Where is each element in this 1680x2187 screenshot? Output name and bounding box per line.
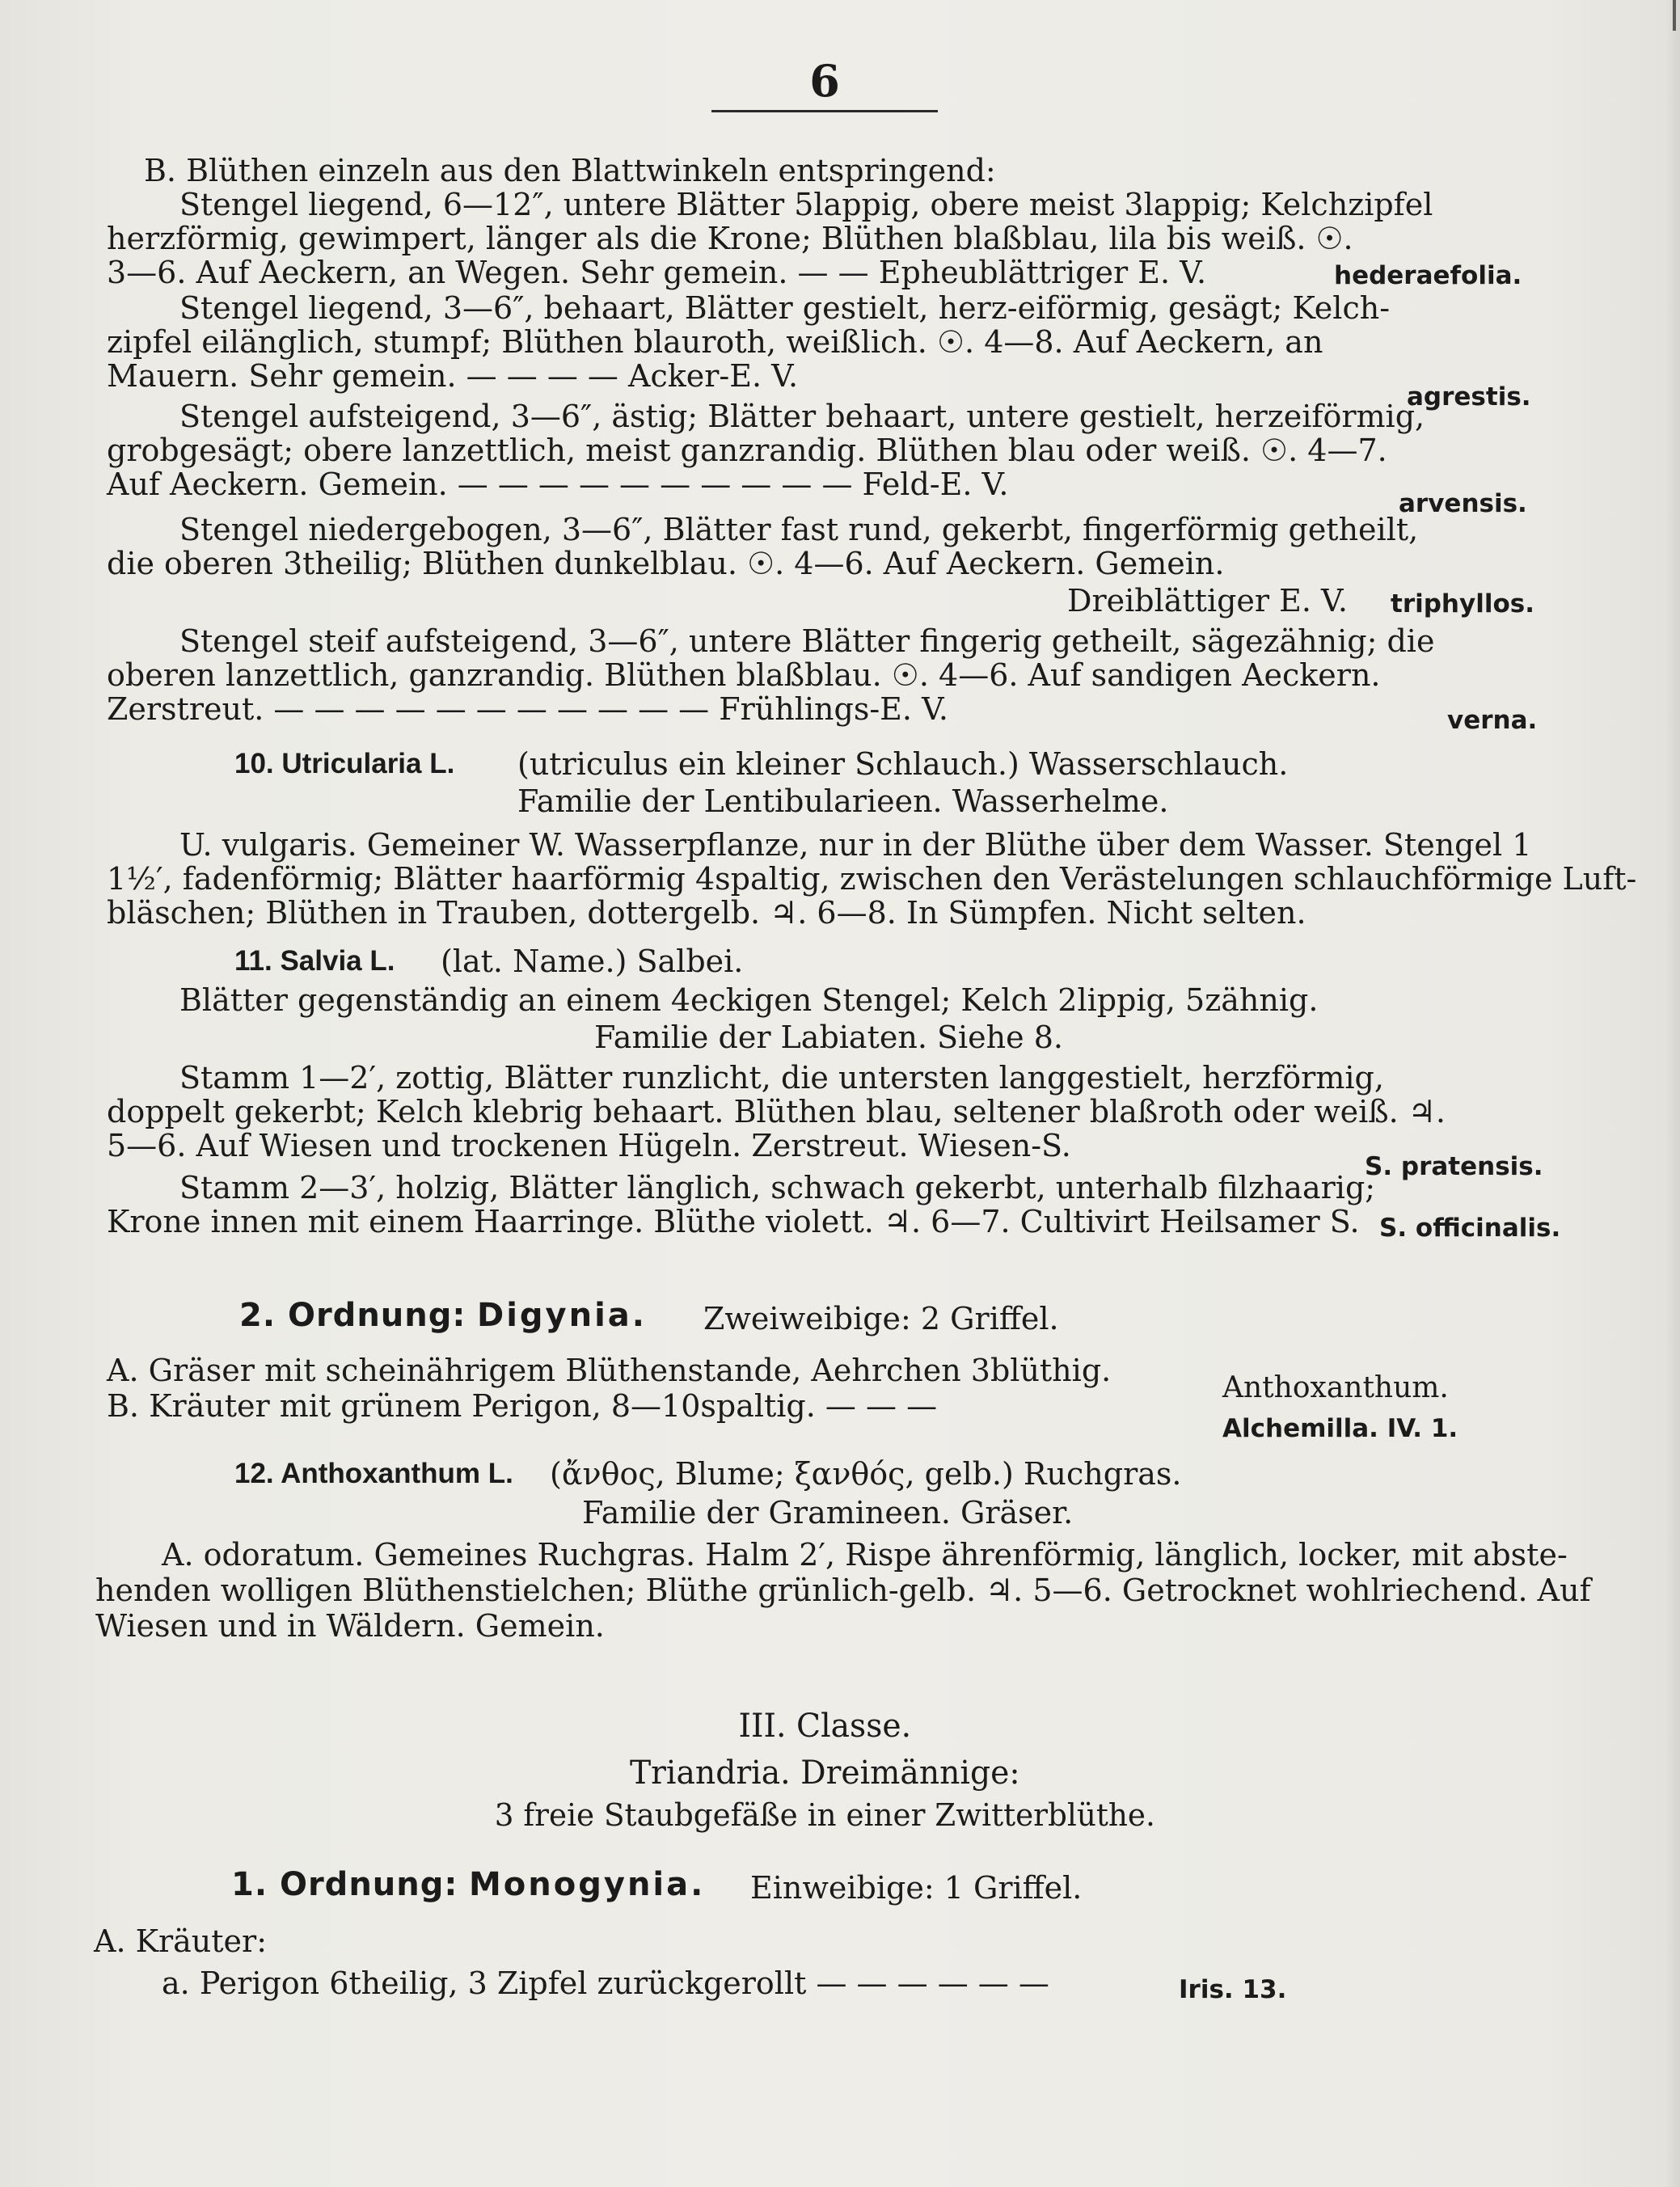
page-header (703, 57, 946, 105)
order-heading: 2. Ordnung: (239, 1297, 466, 1334)
text-line: herzförmig, gewimpert, länger als die Krone; Blüthen blaßblau, lila bis weiß. ☉. (107, 221, 1353, 256)
text-line: Stamm 1—2′, zottig, Blätter runzlicht, die untersten langgestielt, herzförmig, (179, 1060, 1384, 1096)
text-line: Stengel steif aufsteigend, 3—6″, untere Blätter fingerig getheilt, sägezähnig; die (179, 623, 1435, 659)
text-line: Mauern. Sehr gemein. — — — — Acker-E. V. (107, 358, 799, 394)
page-edge-mark (1673, 0, 1676, 31)
order-description: Zweiweibige: 2 Griffel. (703, 1301, 1059, 1336)
text-line: Stengel liegend, 3—6″, behaart, Blätter gestielt, herz-eiförmig, gesägt; Kelch- (179, 290, 1391, 326)
order-name: Digynia. (477, 1297, 647, 1334)
key-target: Iris. 13. (1179, 1975, 1287, 2004)
order-heading: 1. Ordnung: (231, 1866, 458, 1903)
species-name: agrestis. (1407, 382, 1531, 412)
class-name: Triandria. Dreimännige: (629, 1754, 1020, 1792)
page-edge-shadow (1665, 0, 1680, 2187)
text-line: Zerstreut. — — — — — — — — — — — Frühlings-E. V. (107, 691, 948, 727)
text-line: 3—6. Auf Aeckern, an Wegen. Sehr gemein. — — Epheublättriger E. V. (107, 255, 1207, 290)
text-line: Auf Aeckern. Gemein. — — — — — — — — — — Feld-E. V. (107, 467, 1009, 502)
key-target: Anthoxanthum. (1222, 1371, 1449, 1404)
text-line: 1½′, fadenförmig; Blätter haarförmig 4spaltig, zwischen den Verästelungen schlauchförmige Luft- (107, 861, 1637, 897)
species-name: hederaefolia. (1334, 261, 1522, 290)
text-line: oberen lanzettlich, ganzrandig. Blüthen blaßblau. ☉. 4—6. Auf sandigen Aeckern. (107, 657, 1381, 693)
text-line: Dreiblättiger E. V. (1067, 583, 1348, 619)
class-description: 3 freie Staubgefäße in einer Zwitterblüthe. (494, 1797, 1155, 1833)
text-line: doppelt gekerbt; Kelch klebrig behaart. Blüthen blau, seltener blaßroth oder weiß. ♃. (107, 1094, 1446, 1129)
page-number: 6 (809, 55, 840, 107)
header-rule (711, 110, 938, 112)
text-line: Blätter gegenständig an einem 4eckigen Stengel; Kelch 2lippig, 5zähnig. (179, 982, 1319, 1018)
text-line: U. vulgaris. Gemeiner W. Wasserpflanze, nur in der Blüthe über dem Wasser. Stengel 1 (179, 827, 1532, 863)
genus-heading: 12. Anthoxanthum L. (234, 1458, 513, 1489)
species-name: arvensis. (1399, 489, 1527, 518)
key-line: a. Perigon 6theilig, 3 Zipfel zurückgerollt — — — — — — (162, 1965, 1049, 2001)
species-name: triphyllos. (1391, 589, 1534, 619)
text-line: henden wolligen Blüthenstielchen; Blüthe grünlich-gelb. ♃. 5—6. Getrocknet wohlriechend. Auf (95, 1573, 1591, 1608)
class-heading: III. Classe. (738, 1708, 912, 1745)
genus-etymology: (ἄνθος, Blume; ξανθός, gelb.) Ruchgras. (550, 1456, 1182, 1492)
genus-etymology: (utriculus ein kleiner Schlauch.) Wasserschlauch. (517, 746, 1289, 782)
order-description: Einweibige: 1 Griffel. (750, 1870, 1083, 1906)
key-target: Alchemilla. IV. 1. (1222, 1414, 1458, 1443)
family-line: Familie der Lentibularieen. Wasserhelme. (517, 783, 1169, 819)
text-line: Stamm 2—3′, holzig, Blätter länglich, schwach gekerbt, unterhalb filzhaarig; (179, 1170, 1376, 1205)
order-name: Monogynia. (469, 1866, 706, 1903)
genus-heading: 11. Salvia L. (234, 945, 395, 977)
genus-etymology: (lat. Name.) Salbei. (441, 944, 744, 979)
text-line: B. Blüthen einzeln aus den Blattwinkeln entspringend: (144, 153, 996, 188)
text-line: Krone innen mit einem Haarringe. Blüthe violett. ♃. 6—7. Cultivirt Heilsamer S. (107, 1204, 1360, 1239)
species-name: verna. (1447, 706, 1538, 735)
key-line: A. Gräser mit scheinährigem Blüthenstande, Aehrchen 3blüthig. (107, 1353, 1112, 1388)
text-line: zipfel eilänglich, stumpf; Blüthen blauroth, weißlich. ☉. 4—8. Auf Aeckern, an (107, 324, 1323, 360)
text-line: Stengel niedergebogen, 3—6″, Blätter fast rund, gekerbt, fingerförmig getheilt, (179, 512, 1419, 547)
species-name: S. officinalis. (1379, 1214, 1561, 1243)
text-line: Stengel liegend, 6—12″, untere Blätter 5lappig, obere meist 3lappig; Kelchzipfel (179, 187, 1433, 222)
species-name: S. pratensis. (1365, 1152, 1543, 1181)
text-line: Wiesen und in Wäldern. Gemein. (95, 1608, 605, 1644)
text-line: 5—6. Auf Wiesen und trockenen Hügeln. Zerstreut. Wiesen-S. (107, 1128, 1071, 1163)
text-line: die oberen 3theilig; Blüthen dunkelblau. ☉. 4—6. Auf Aeckern. Gemein. (107, 546, 1225, 581)
family-line: Familie der Gramineen. Gräser. (582, 1495, 1074, 1530)
text-line: Stengel aufsteigend, 3—6″, ästig; Blätter behaart, untere gestielt, herzeiförmig, (179, 399, 1425, 434)
key-line: B. Kräuter mit grünem Perigon, 8—10spaltig. — — — (107, 1388, 938, 1424)
text-line: bläschen; Blüthen in Trauben, dottergelb. ♃. 6—8. In Sümpfen. Nicht selten. (107, 895, 1306, 931)
text-line: grobgesägt; obere lanzettlich, meist ganzrandig. Blüthen blau oder weiß. ☉. 4—7. (107, 433, 1387, 468)
text-line: A. odoratum. Gemeines Ruchgras. Halm 2′, Rispe ährenförmig, länglich, locker, mit abste- (162, 1537, 1568, 1573)
genus-heading: 10. Utricularia L. (234, 748, 455, 779)
family-line: Familie der Labiaten. Siehe 8. (594, 1020, 1063, 1055)
key-line: A. Kräuter: (94, 1923, 268, 1959)
